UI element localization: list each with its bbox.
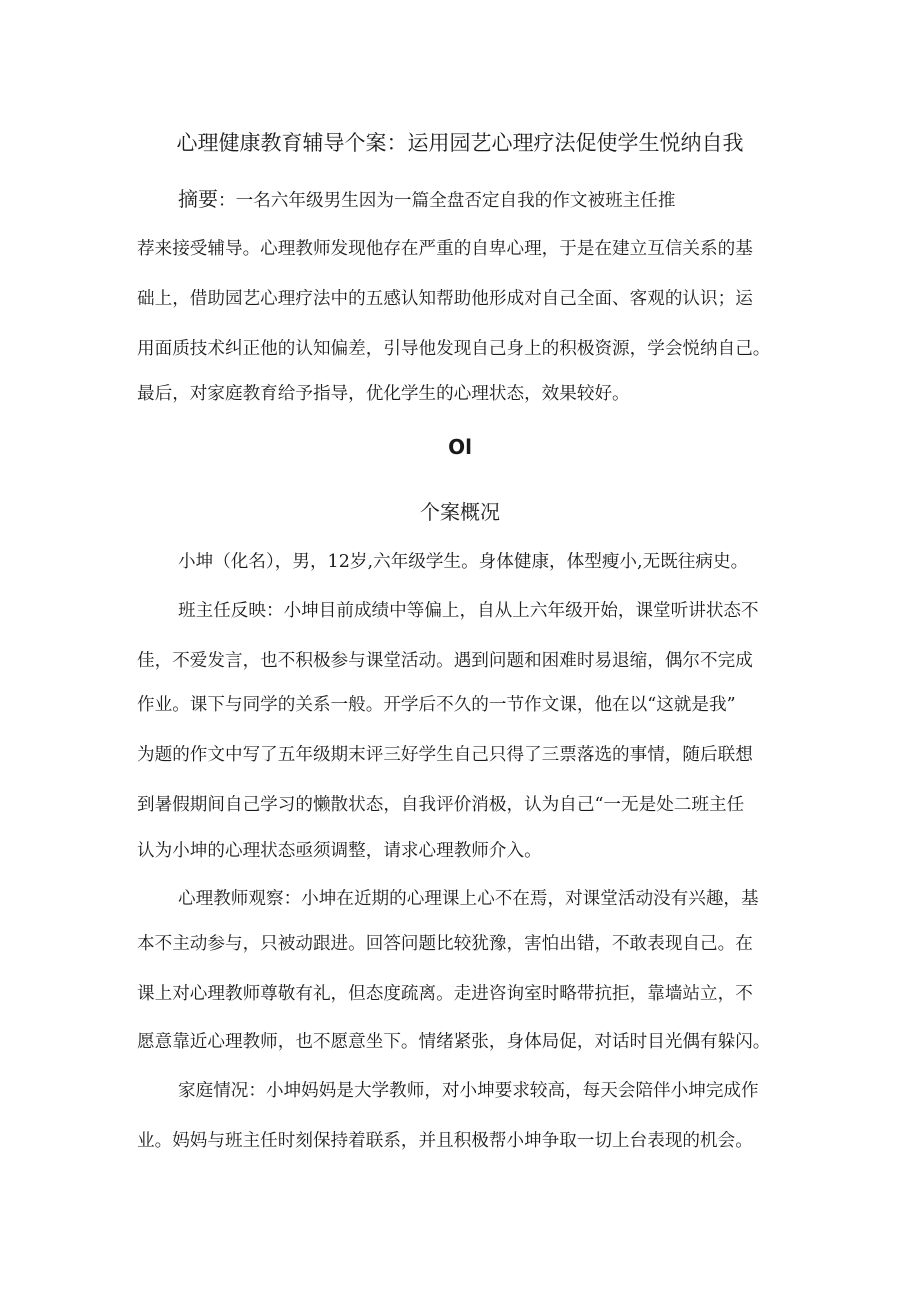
paragraph-line: 心理教师观察：小坤在近期的心理课上心不在焉，对课堂活动没有兴趣，基 — [178, 889, 759, 909]
paragraph-line: 作业。课下与同学的关系一般。开学后不久的一节作文课，他在以“这就是我” — [137, 695, 736, 715]
paragraph-line: 愿意靠近心理教师，也不愿意坐下。情绪紧张，身体局促，对话时目光偶有躲闪。 — [137, 1032, 771, 1052]
paragraph-line: 为题的作文中写了五年级期末评三好学生自己只得了三票落选的事情，随后联想 — [137, 745, 753, 765]
document-title: 心理健康教育辅导个案：运用园艺心理疗法促使学生悦纳自我 — [176, 131, 744, 155]
paragraph-line: 到暑假期间自己学习的懒散状态，自我评价消极，认为自己“一无是处二班主任 — [137, 795, 745, 815]
section-title: 个案概况 — [420, 500, 500, 524]
abstract-text-line: 用面质技术纠正他的认知偏差，引导他发现自己身上的积极资源，学会悦纳自己。 — [137, 339, 771, 359]
paragraph-line: 小坤（化名），男，12岁,六年级学生。身体健康，体型瘦小,无既往病史。 — [178, 552, 749, 572]
abstract-first-line — [178, 185, 798, 215]
section-number: Ol — [448, 435, 472, 459]
abstract-text-line: ：一名六年级男生因为一篇全盘否定自我的作文被班主任推 — [218, 191, 676, 211]
paragraph-line: 家庭情况：小坤妈妈是大学教师，对小坤要求较高，每天会陪伴小坤完成作 — [178, 1081, 759, 1101]
paragraph-line: 认为小坤的心理状态亟须调整，请求心理教师介入。 — [137, 841, 542, 861]
paragraph-line: 本不主动参与，只被动跟进。回答问题比较犹豫，害怕出错，不敢表现自己。在 — [137, 934, 753, 954]
paragraph-line: 佳，不爱发言，也不积极参与课堂活动。遇到问题和困难时易退缩，偶尔不完成 — [137, 651, 753, 671]
abstract-text-line: 础上，借助园艺心理疗法中的五感认知帮助他形成对自己全面、客观的认识；运 — [137, 289, 753, 309]
abstract-text-line: 荐来接受辅导。心理教师发现他存在严重的自卑心理，于是在建立互信关系的基 — [137, 239, 753, 259]
abstract-text-line: 最后，对家庭教育给予指导，优化学生的心理状态，效果较好。 — [137, 384, 630, 404]
paragraph-line: 班主任反映：小坤目前成绩中等偏上，自从上六年级开始，课堂听讲状态不 — [178, 601, 759, 621]
abstract-label: 摘要 — [178, 187, 218, 211]
paragraph-line: 业。妈妈与班主任时刻保持着联系，并且积极帮小坤争取一切上台表现的机会。 — [137, 1131, 753, 1151]
paragraph-line: 课上对心理教师尊敬有礼，但态度疏离。走进咨询室时略带抗拒，靠墙站立，不 — [137, 984, 753, 1004]
